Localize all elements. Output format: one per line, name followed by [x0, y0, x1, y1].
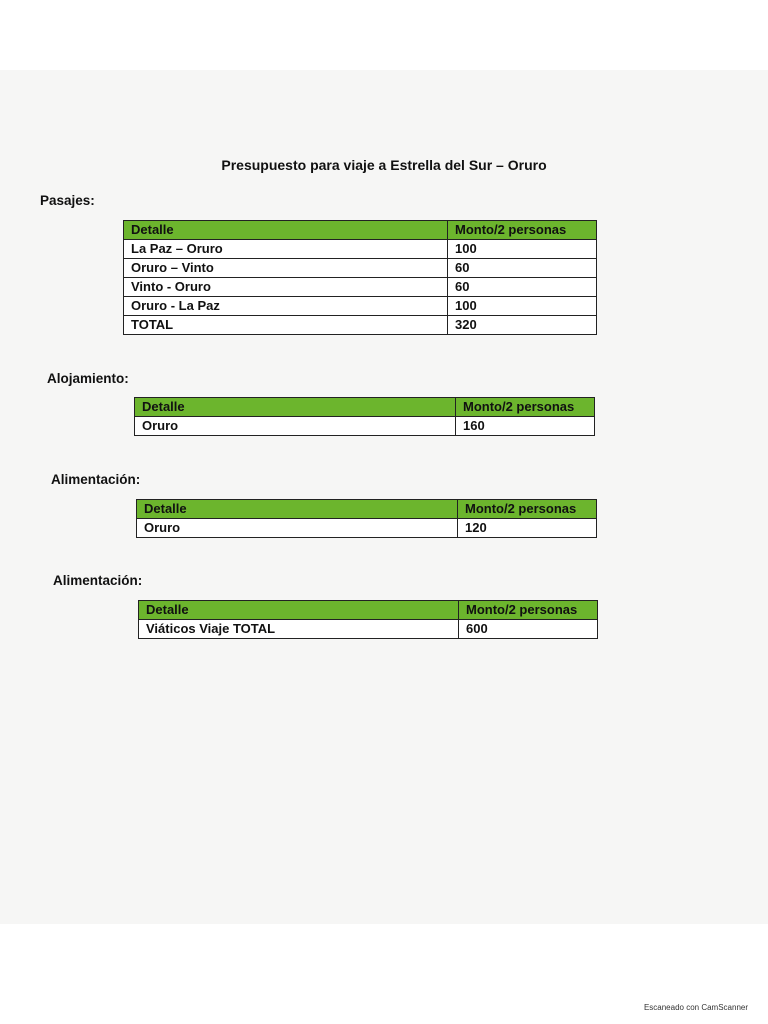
cell-monto: 100	[448, 240, 597, 259]
table-row	[124, 259, 597, 278]
scanned-page	[0, 70, 768, 924]
table-alojamiento	[134, 397, 595, 436]
table-header-row	[124, 221, 597, 240]
table-header-row	[137, 500, 597, 519]
cell-detalle: La Paz – Oruro	[124, 240, 448, 259]
cell-detalle: TOTAL	[124, 316, 448, 335]
header-monto: Monto/2 personas	[459, 601, 598, 620]
cell-detalle: Oruro	[135, 417, 456, 436]
cell-monto: 120	[458, 519, 597, 538]
section-label-alimentacion: Alimentación:	[51, 472, 141, 487]
cell-monto: 60	[448, 259, 597, 278]
table-header-row	[135, 398, 595, 417]
cell-monto: 100	[448, 297, 597, 316]
table-alimentacion	[136, 499, 597, 538]
cell-detalle: Oruro – Vinto	[124, 259, 448, 278]
table-row	[135, 417, 595, 436]
scanner-watermark: Escaneado con CamScanner	[643, 1003, 748, 1012]
table-row	[124, 297, 597, 316]
table-viaticos	[138, 600, 598, 639]
table-row	[124, 278, 597, 297]
table-row	[137, 519, 597, 538]
cell-monto: 320	[448, 316, 597, 335]
cell-detalle: Viáticos Viaje TOTAL	[139, 620, 459, 639]
cell-monto: 60	[448, 278, 597, 297]
table-row	[124, 240, 597, 259]
header-detalle: Detalle	[139, 601, 459, 620]
cell-monto: 600	[459, 620, 598, 639]
table-row	[139, 620, 598, 639]
header-monto: Monto/2 personas	[448, 221, 597, 240]
header-detalle: Detalle	[124, 221, 448, 240]
cell-monto: 160	[456, 417, 595, 436]
section-label-alojamiento: Alojamiento:	[47, 371, 129, 386]
table-row-total	[124, 316, 597, 335]
header-detalle: Detalle	[137, 500, 458, 519]
table-pasajes	[123, 220, 597, 335]
table-header-row	[139, 601, 598, 620]
document-title: Presupuesto para viaje a Estrella del Sur – Oruro	[221, 157, 547, 173]
header-monto: Monto/2 personas	[458, 500, 597, 519]
cell-detalle: Oruro	[137, 519, 458, 538]
header-detalle: Detalle	[135, 398, 456, 417]
section-label-pasajes: Pasajes:	[40, 193, 95, 208]
header-monto: Monto/2 personas	[456, 398, 595, 417]
cell-detalle: Vinto - Oruro	[124, 278, 448, 297]
cell-detalle: Oruro - La Paz	[124, 297, 448, 316]
section-label-viaticos: Alimentación:	[53, 573, 143, 588]
